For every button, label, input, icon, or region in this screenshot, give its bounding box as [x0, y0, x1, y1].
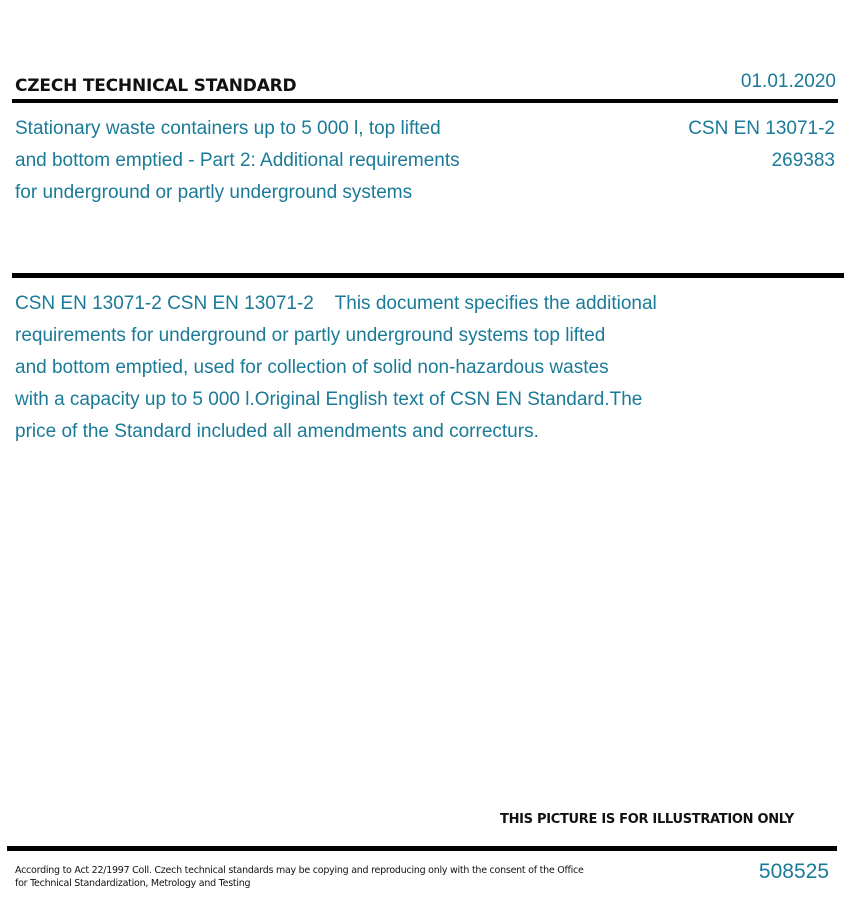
- bottom-divider: [7, 846, 837, 851]
- publication-date: 01.01.2020: [740, 71, 836, 92]
- standard-title-line: Stationary waste containers up to 5 000 l, top lifted: [15, 118, 441, 139]
- catalog-number: 269383: [771, 150, 835, 171]
- legal-notice-line: According to Act 22/1997 Coll. Czech technical standards may be copying and reproducing only with the consent of the Office: [15, 865, 584, 876]
- standard-code: CSN EN 13071-2: [688, 118, 835, 139]
- abstract-line: requirements for underground or partly underground systems top lifted: [15, 325, 606, 346]
- standard-identifiers: [688, 113, 835, 177]
- abstract-line: and bottom emptied, used for collection of solid non-hazardous wastes: [15, 357, 609, 378]
- abstract-line: price of the Standard included all amendments and correcturs.: [15, 421, 539, 442]
- standard-title: [15, 113, 575, 209]
- abstract-line: with a capacity up to 5 000 l.Original English text of CSN EN Standard.The: [15, 389, 643, 410]
- document-number: 508525: [758, 860, 829, 883]
- middle-divider: [12, 273, 844, 278]
- top-divider: [12, 99, 838, 103]
- illustration-disclaimer: THIS PICTURE IS FOR ILLUSTRATION ONLY: [500, 812, 794, 827]
- legal-notice-line: for Technical Standardization, Metrology and Testing: [15, 878, 251, 889]
- standard-type-heading: CZECH TECHNICAL STANDARD: [15, 76, 297, 96]
- abstract-line: CSN EN 13071-2 CSN EN 13071-2 This document specifies the additional: [15, 293, 657, 314]
- abstract-text: [15, 288, 765, 448]
- standard-title-line: and bottom emptied - Part 2: Additional requirements: [15, 150, 460, 171]
- legal-notice: [15, 864, 595, 890]
- standard-title-line: for underground or partly underground systems: [15, 182, 413, 203]
